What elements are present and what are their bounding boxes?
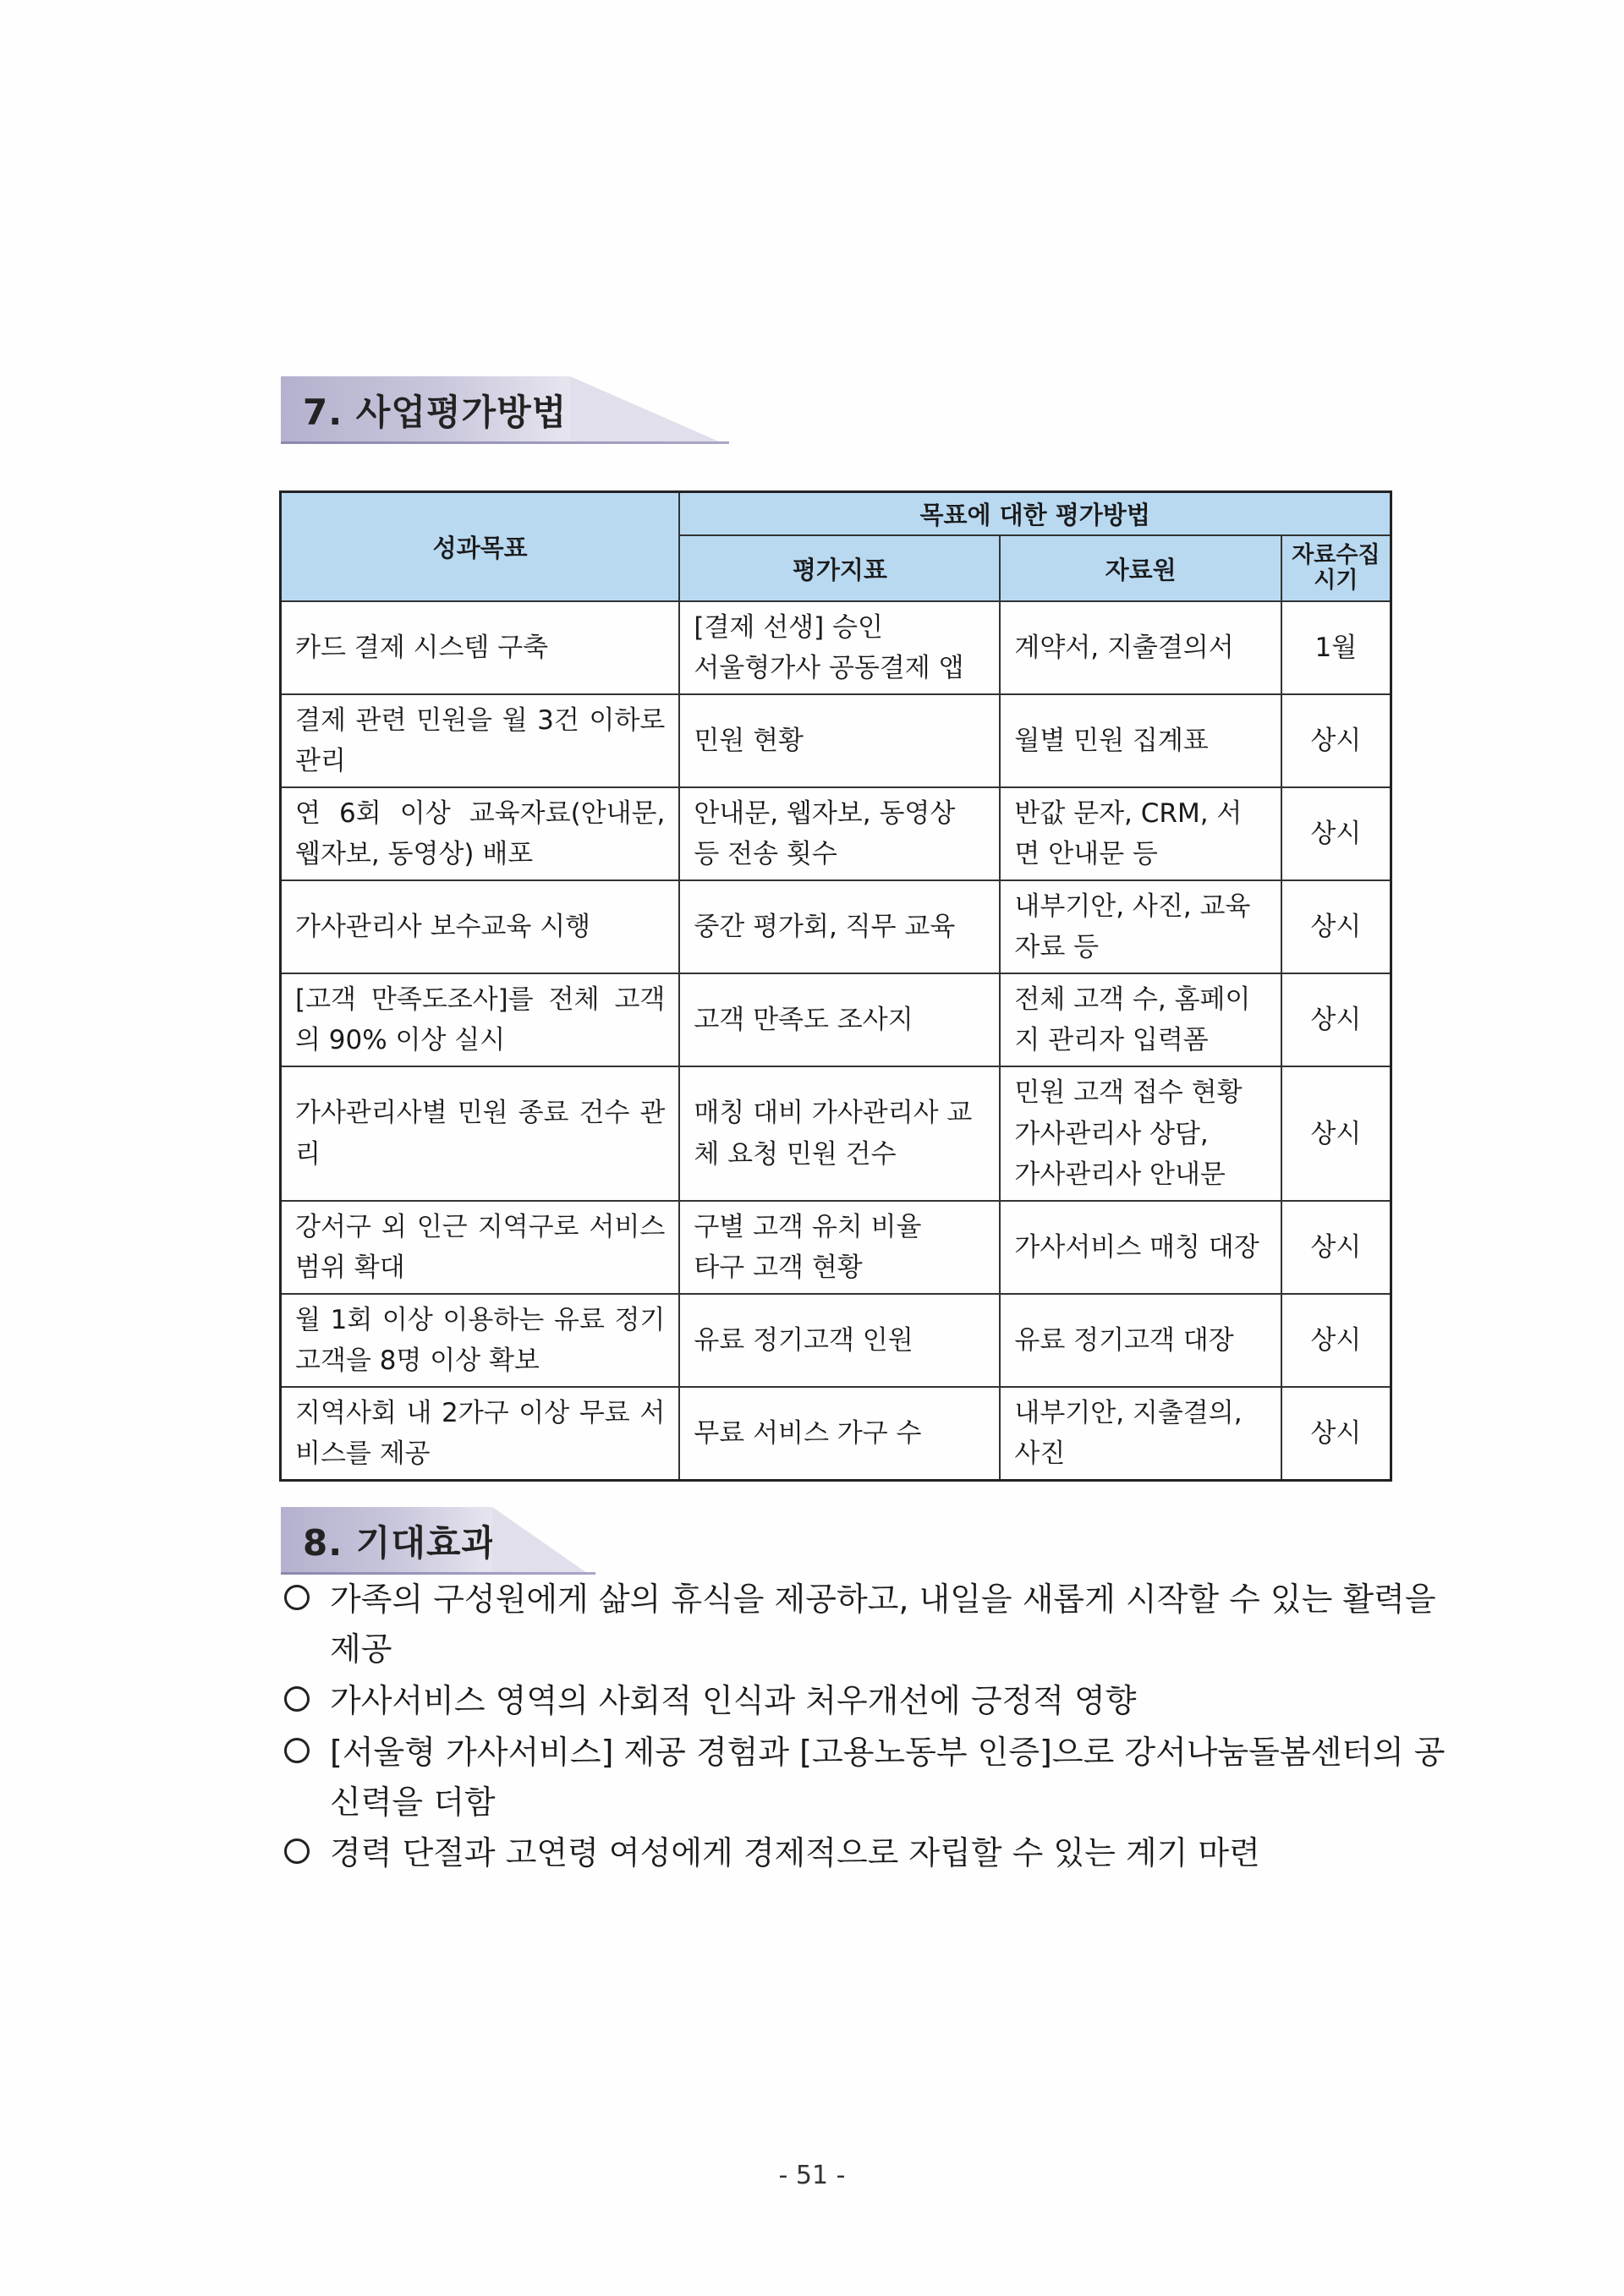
effect-item — [281, 1676, 1457, 1726]
effect-item — [281, 1728, 1457, 1827]
cell-period: 1월 — [1281, 601, 1391, 694]
table-row — [281, 880, 1391, 973]
cell-goal: 강서구 외 인근 지역구로 서비스 범위 확대 — [281, 1201, 680, 1294]
cell-indicator: 무료 서비스 가구 수 — [679, 1387, 1000, 1481]
expected-effects-list — [281, 1575, 1457, 1880]
section-7-tab — [281, 376, 570, 442]
cell-period: 상시 — [1281, 1066, 1391, 1200]
circle-bullet-icon — [284, 1738, 310, 1763]
section-7-title: 7. 사업평가방법 — [303, 392, 568, 433]
cell-goal: 카드 결제 시스템 구축 — [281, 601, 680, 694]
effect-item — [281, 1828, 1457, 1878]
cell-period: 상시 — [1281, 1387, 1391, 1481]
section-8-header — [281, 1507, 595, 1575]
circle-bullet-icon — [284, 1585, 310, 1610]
cell-goal: 지역사회 내 2가구 이상 무료 서비스를 제공 — [281, 1387, 680, 1481]
table-body — [281, 601, 1391, 1480]
cell-source: 내부기안, 사진, 교육자료 등 — [1000, 880, 1281, 973]
cell-indicator: 민원 현황 — [679, 694, 1000, 787]
cell-indicator: 구별 고객 유치 비율 타구 고객 현황 — [679, 1201, 1000, 1294]
cell-source: 반값 문자, CRM, 서면 안내문 등 — [1000, 787, 1281, 880]
cell-goal: 월 1회 이상 이용하는 유료 정기고객을 8명 이상 확보 — [281, 1294, 680, 1387]
section-7-underline — [281, 441, 729, 444]
cell-goal: 가사관리사 보수교육 시행 — [281, 880, 680, 973]
effect-text: 경력 단절과 고연령 여성에게 경제적으로 자립할 수 있는 계기 마련 — [330, 1834, 1260, 1872]
cell-indicator: [결제 선생] 승인 서울형가사 공동결제 앱 — [679, 601, 1000, 694]
header-goal: 성과목표 — [281, 492, 680, 602]
header-method-group: 목표에 대한 평가방법 — [679, 492, 1391, 536]
cell-source: 가사서비스 매칭 대장 — [1000, 1201, 1281, 1294]
cell-source: 내부기안, 지출결의, 사진 — [1000, 1387, 1281, 1481]
cell-indicator: 안내문, 웹자보, 동영상 등 전송 횟수 — [679, 787, 1000, 880]
table-row — [281, 1387, 1391, 1481]
cell-indicator: 고객 만족도 조사지 — [679, 973, 1000, 1066]
section-7-header — [281, 376, 729, 444]
section-8-tab — [281, 1507, 497, 1573]
cell-indicator: 매칭 대비 가사관리사 교체 요청 민원 건수 — [679, 1066, 1000, 1200]
effect-text: 가족의 구성원에게 삶의 휴식을 제공하고, 내일을 새롭게 시작할 수 있는 활력을 제공 — [330, 1581, 1436, 1668]
cell-period: 상시 — [1281, 787, 1391, 880]
cell-period: 상시 — [1281, 694, 1391, 787]
page-number: - 51 - — [778, 2161, 846, 2190]
table-row — [281, 973, 1391, 1066]
header-indicator: 평가지표 — [679, 535, 1000, 601]
cell-source: 월별 민원 집계표 — [1000, 694, 1281, 787]
section-7-wedge — [570, 376, 721, 442]
cell-indicator: 중간 평가회, 직무 교육 — [679, 880, 1000, 973]
cell-source: 전체 고객 수, 홈페이지 관리자 입력폼 — [1000, 973, 1281, 1066]
evaluation-table — [279, 490, 1392, 1482]
table-row — [281, 787, 1391, 880]
section-8-title: 8. 기대효과 — [303, 1522, 497, 1564]
cell-source: 계약서, 지출결의서 — [1000, 601, 1281, 694]
cell-goal: [고객 만족도조사]를 전체 고객의 90% 이상 실시 — [281, 973, 680, 1066]
cell-source: 민원 고객 접수 현황 가사관리사 상담, 가사관리사 안내문 — [1000, 1066, 1281, 1200]
circle-bullet-icon — [284, 1686, 310, 1712]
table-row — [281, 694, 1391, 787]
table-row — [281, 1201, 1391, 1294]
cell-indicator: 유료 정기고객 인원 — [679, 1294, 1000, 1387]
effect-item — [281, 1575, 1457, 1674]
cell-period: 상시 — [1281, 1201, 1391, 1294]
table-row — [281, 1066, 1391, 1200]
effect-text: 가사서비스 영역의 사회적 인식과 처우개선에 긍정적 영향 — [330, 1681, 1137, 1719]
effect-text: [서울형 가사서비스] 제공 경험과 [고용노동부 인증]으로 강서나눔돌봄센터의 공신력을 더함 — [330, 1733, 1446, 1821]
cell-period: 상시 — [1281, 973, 1391, 1066]
cell-goal: 결제 관련 민원을 월 3건 이하로 관리 — [281, 694, 680, 787]
header-period: 자료수집 시기 — [1281, 535, 1391, 601]
cell-source: 유료 정기고객 대장 — [1000, 1294, 1281, 1387]
cell-goal: 연 6회 이상 교육자료(안내문, 웹자보, 동영상) 배포 — [281, 787, 680, 880]
header-source: 자료원 — [1000, 535, 1281, 601]
circle-bullet-icon — [284, 1838, 310, 1864]
table-row — [281, 1294, 1391, 1387]
table-row — [281, 601, 1391, 694]
cell-period: 상시 — [1281, 1294, 1391, 1387]
cell-period: 상시 — [1281, 880, 1391, 973]
section-8-wedge — [492, 1507, 587, 1573]
cell-goal: 가사관리사별 민원 종료 건수 관리 — [281, 1066, 680, 1200]
